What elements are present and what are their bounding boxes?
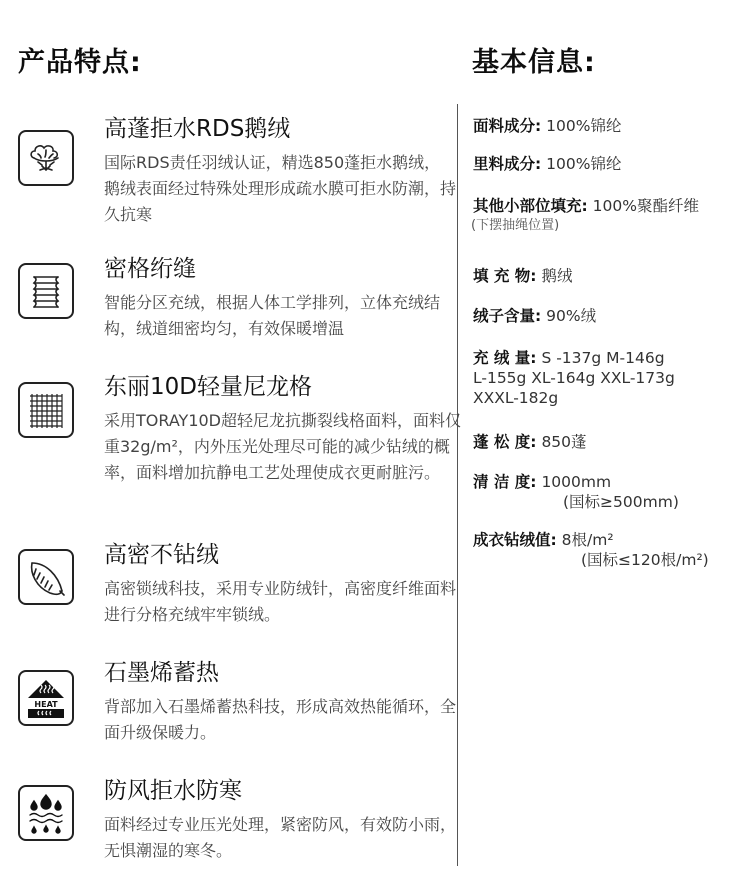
info-note: (下摆抽绳位置): [471, 218, 560, 233]
feather-icon: [18, 549, 74, 605]
feature-description: 高密锁绒科技，采用专业防绒针，高密度纤维面料进行分格充绒牢牢锁绒。: [104, 579, 457, 624]
info-label: 清 洁 度:: [473, 473, 537, 491]
info-value: L-155g XL-164g XXL-173g: [473, 369, 675, 387]
feature-title: 高密不钻绒: [104, 542, 219, 568]
heat-icon: [18, 670, 74, 726]
feature-title: 防风拒水防寒: [104, 778, 242, 804]
water-wind-icon: [18, 785, 74, 841]
info-value: XXXL-182g: [473, 389, 559, 407]
info-value: 鹅绒: [541, 267, 573, 285]
feature-quilting: [18, 250, 458, 350]
info-label: 蓬 松 度:: [473, 433, 537, 451]
info-fill-power: [473, 432, 745, 452]
feature-title: 东丽10D轻量尼龙格: [104, 374, 312, 400]
info-value: 90%绒: [546, 307, 597, 325]
info-value: 850蓬: [541, 433, 587, 451]
info-label: 成衣钻绒值:: [473, 531, 557, 549]
info-other-fill: [473, 196, 745, 236]
info-cleanliness: [473, 472, 745, 512]
info-label: 绒子含量:: [473, 307, 542, 325]
feature-description: 采用TORAY10D超轻尼龙抗撕裂线格面料，面料仅重32g/m²，内外压光处理尽可能的减少钻绒的概率，面料增加抗静电工艺处理使成衣更耐脏污。: [104, 411, 461, 482]
feature-description: 智能分区充绒，根据人体工学排列，立体充绒结构，绒道细密均匀，有效保暖增温: [104, 293, 441, 338]
info-value: S -137g M-146g: [541, 349, 665, 367]
feature-description: 面料经过专业压光处理，紧密防风，有效防小雨，无惧潮湿的寒冬。: [104, 815, 457, 860]
info-filling: [473, 266, 745, 286]
info-label: 充 绒 量:: [473, 349, 537, 367]
feature-description: 国际RDS责任羽绒认证，精选850蓬拒水鹅绒，鹅绒表面经过特殊处理形成疏水膜可拒水防潮，持久抗寒: [104, 153, 457, 224]
info-label: 里料成分:: [473, 155, 542, 173]
info-fill-weight: [473, 348, 745, 408]
info-label: 填 充 物:: [473, 267, 537, 285]
feature-title: 密格绗缝: [104, 256, 196, 282]
feature-rds-down: [18, 110, 458, 230]
feature-graphene: [18, 654, 458, 754]
heat-icon-label: HEAT: [34, 700, 58, 709]
info-value: 100%锦纶: [546, 155, 622, 173]
info-value: 8根/m²: [561, 531, 614, 549]
info-value: 1000mm: [541, 473, 612, 491]
feature-toray-nylon: [18, 368, 461, 518]
feature-title: 石墨烯蓄热: [104, 660, 219, 686]
feature-windproof: [18, 772, 458, 872]
features-heading: 产品特点:: [18, 47, 142, 78]
feature-down-proof: [18, 536, 458, 636]
info-leakage: [473, 530, 745, 570]
info-standard: (国标≥500mm): [563, 493, 679, 511]
cotton-boll-icon: [18, 130, 74, 186]
info-standard: (国标≤120根/m²): [581, 551, 709, 569]
info-lining: [473, 154, 745, 174]
info-fabric: [473, 116, 745, 136]
fabric-grid-icon: [18, 382, 74, 438]
info-heading: 基本信息:: [472, 47, 596, 78]
quilted-layers-icon: [18, 263, 74, 319]
info-label: 其他小部位填充:: [473, 197, 588, 215]
info-down-content: [473, 306, 745, 326]
info-label: 面料成分:: [473, 117, 542, 135]
info-value: 100%锦纶: [546, 117, 622, 135]
feature-description: 背部加入石墨烯蓄热科技，形成高效热能循环，全面升级保暖力。: [104, 697, 457, 742]
info-value: 100%聚酯纤维: [592, 197, 699, 215]
feature-title: 高蓬拒水RDS鹅绒: [104, 116, 291, 142]
